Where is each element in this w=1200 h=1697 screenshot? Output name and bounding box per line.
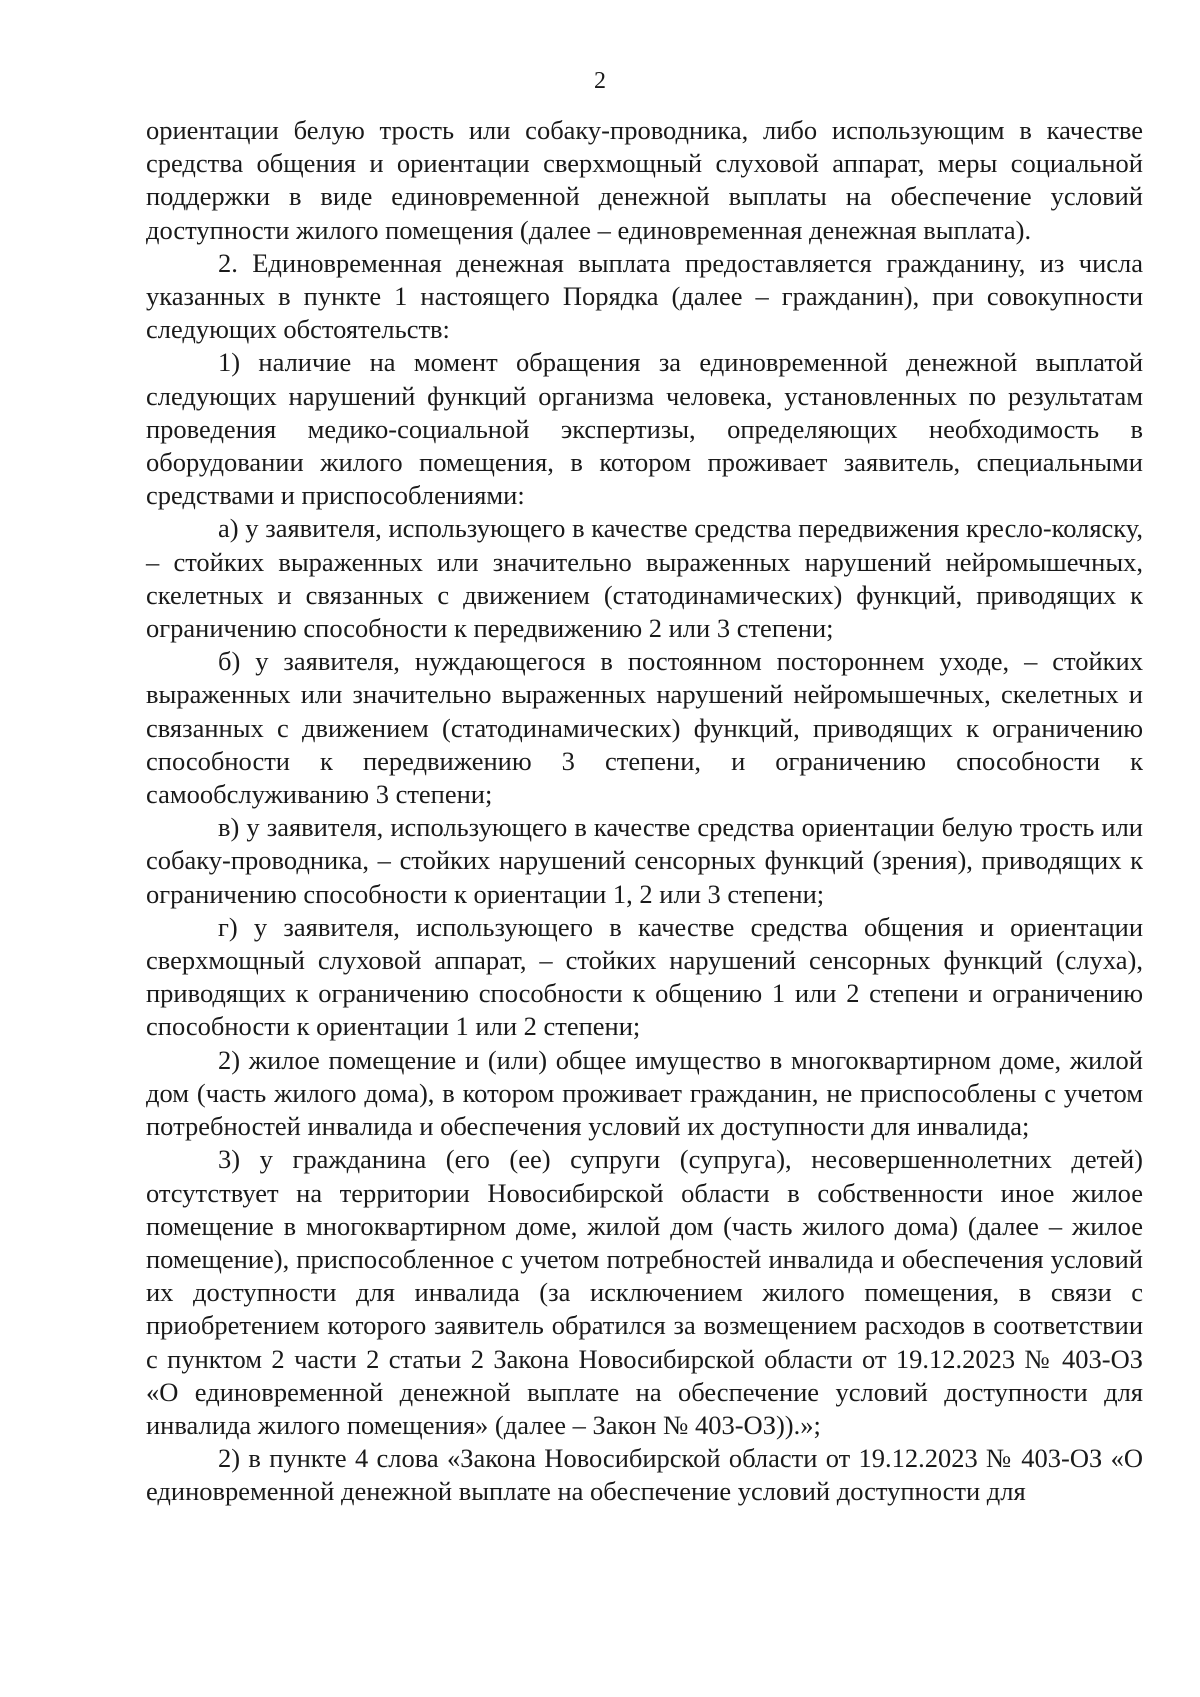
document-body [146,114,1143,1509]
paragraph-item-2: 2. Единовременная денежная выплата предоставляется гражданину, из числа указанных в пункте 1 настоящего Порядка (далее – гражданин), при совокупности следующих обстоятельств: [146,247,1143,345]
paragraph-subitem-2: 2) жилое помещение и (или) общее имущество в многоквартирном доме, жилой дом (часть жилого дома), в котором проживает гражданин, не приспособлены с учетом потребностей инвалида и обеспечения условий их доступности для инвалида; [146,1044,1143,1142]
paragraph-subitem-a: а) у заявителя, использующего в качестве средства передвижения кресло-коляску, – стойких выраженных или значительно выраженных нарушений нейромышечных, скелетных и связанных с движением (статодинамических) функций, приводящих к ограничению способности к передвижению 2 или 3 степени; [146,513,1143,644]
page-number: 2 [594,68,606,94]
paragraph-subitem-g: г) у заявителя, использующего в качестве средства общения и ориентации сверхмощный слуховой аппарат, – стойких нарушений сенсорных функций (слуха), приводящих к ограничению способности к общению 1 или 2 степени и ограничению способности к ориентации 1 или 2 степени; [146,911,1143,1042]
paragraph-subitem-v: в) у заявителя, использующего в качестве средства ориентации белую трость или собаку-проводника, – стойких нарушений сенсорных функций (зрения), приводящих к ограничению способности к ориентации 1, 2 или 3 степени; [146,812,1143,909]
paragraph-continuation: ориентации белую трость или собаку-проводника, либо использующим в качестве средства общения и ориентации сверхмощный слуховой аппарат, меры социальной поддержки в виде единовременной денежной выплаты на обеспечение условий доступности жилого помещения (далее – единовременная денежная выплата). [146,115,1143,245]
paragraph-subitem-3: 3) у гражданина (его (ее) супруги (супруга), несовершеннолетних детей) отсутствует на территории Новосибирской области в собственности иное жилое помещение в многоквартирном доме, жилой дом (часть жилого дома) (далее – жилое помещение), приспособленное с учетом потребностей инвалида и обеспечения условий их доступности для инвалида (за исключением жилого помещения, в связи с приобретением которого заявитель обратился за возмещением расходов в соответствии с пунктом 2 части 2 статьи 2 Закона Новосибирской области от 19.12.2023 № 403-ОЗ «О единовременной денежной выплате на обеспечение условий доступности для инвалида жилого помещения» (далее – Закон № 403-ОЗ)).»; [146,1144,1143,1440]
paragraph-subitem-b: б) у заявителя, нуждающегося в постоянном постороннем уходе, – стойких выраженных или значительно выраженных нарушений нейромышечных, скелетных и связанных с движением (статодинамических) функций, приводящих к ограничению способности к передвижению 3 степени, и ограничению способности к самообслуживанию 3 степени; [146,646,1143,810]
paragraph-subitem-1: 1) наличие на момент обращения за единовременной денежной выплатой следующих нарушений функций организма человека, установленных по результатам проведения медико-социальной экспертизы, определяющих необходимость в оборудовании жилого помещения, в котором проживает заявитель, специальными средствами и приспособлениями: [146,347,1143,511]
paragraph-amendment-2: 2) в пункте 4 слова «Закона Новосибирской области от 19.12.2023 № 403-ОЗ «О единовременной денежной выплате на обеспечение условий доступности для [146,1443,1143,1507]
